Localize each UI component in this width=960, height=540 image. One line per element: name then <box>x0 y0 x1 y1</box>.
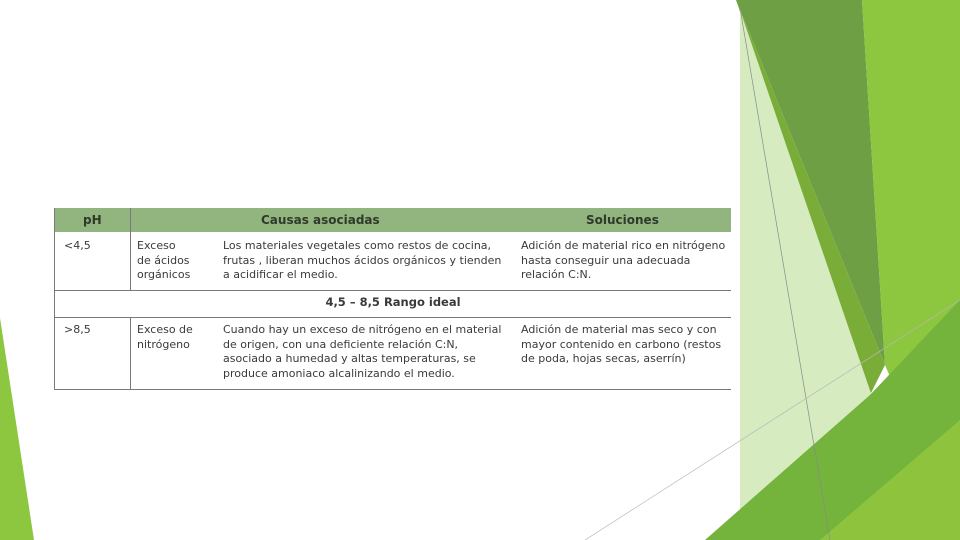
row1-causa: Los materiales vegetales como restos de cocina, frutas , liberan muchos ácidos orgánicos y tienden a acidificar el medio. <box>223 239 502 281</box>
left-green-shape <box>0 318 34 540</box>
table-header <box>55 208 731 232</box>
row1-solucion: Adición de material rico en nitrógeno hasta conseguir una adecuada relación C:N. <box>521 239 726 281</box>
row2-ph: >8,5 <box>64 323 91 336</box>
row2-solucion: Adición de material mas seco y con mayor contenido en carbono (restos de poda, hojas secas, aserrín) <box>521 323 722 365</box>
row1-causa-corta: Exceso de ácidos orgánicos <box>137 239 191 281</box>
row2-causa: Cuando hay un exceso de nitrógeno en el material de origen, con una deficiente relación C:N, asociado a humedad y altas temperaturas, se produce amoniaco alcalinizando el medio. <box>223 323 502 380</box>
row-divider <box>55 317 731 318</box>
ph-table <box>54 208 731 390</box>
row-divider <box>55 290 731 291</box>
row2-causa-corta: Exceso de nitrógeno <box>137 323 193 351</box>
header-soluciones: Soluciones <box>586 213 659 227</box>
ideal-range-row: 4,5 – 8,5 Rango ideal <box>325 295 461 309</box>
column-divider <box>130 317 131 389</box>
row1-ph: <4,5 <box>64 239 91 252</box>
column-divider <box>130 208 131 290</box>
header-ph: pH <box>83 213 102 227</box>
header-causas: Causas asociadas <box>261 213 380 227</box>
